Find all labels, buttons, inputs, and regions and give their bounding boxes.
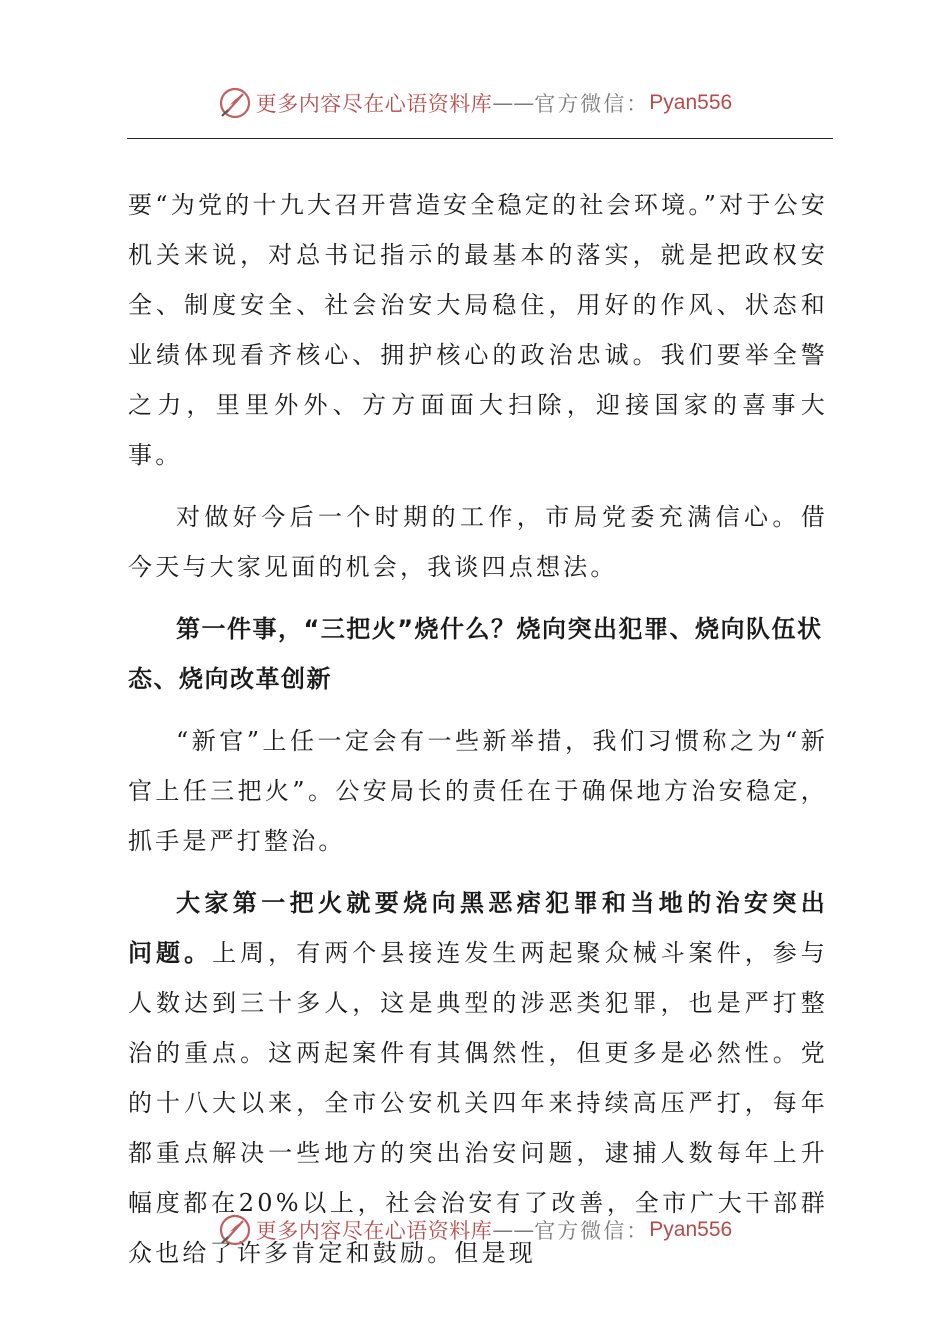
header-banner	[0, 83, 950, 123]
paragraph-3: “新官”上任一定会有一些新举措，我们习惯称之为“新官上任三把火”。公安局长的责任在于确保地方治安稳定，抓手是严打整治。	[128, 727, 828, 855]
header-divider	[127, 138, 833, 139]
banner-dash: ——	[492, 1218, 535, 1242]
banner-dash: ——	[492, 91, 535, 115]
quill-logo-icon	[218, 1213, 252, 1247]
paragraph-1: 要“为党的十九大召开营造安全稳定的社会环境。”对于公安机关来说，对总书记指示的最基本的落实，就是把政权安全、制度安全、社会治安大局稳住，用好的作风、状态和业绩体现看齐核心、拥护核心的政治忠诚。我们要举全警之力，里里外外、方方面面大扫除，迎接国家的喜事大事。	[128, 191, 828, 469]
footer-banner	[0, 1210, 950, 1250]
quill-logo-icon	[218, 86, 252, 120]
paragraph-4-text: 上周，有两个县接连发生两起聚众械斗案件，参与人数达到三十多人，这是典型的涉恶类犯罪，也是严打整治的重点。这两起案件有其偶然性，但更多是必然性。党的十八大以来，全市公安机关四年来持续高压严打，每年都重点解决一些地方的突出治安问题，逮捕人数每年上升幅度都在20%以上，社会治安有了改善，全市广大干部群众也给了许多肯定和鼓励。但是现	[128, 939, 828, 1267]
banner-wechat-label: 官方微信：	[534, 92, 650, 116]
paragraph-2: 对做好今后一个时期的工作，市局党委充满信心。借今天与大家见面的机会，我谈四点想法。	[128, 503, 828, 581]
banner-brand-text: 更多内容尽在心语资料库	[255, 1219, 493, 1243]
document-body	[128, 180, 828, 1278]
banner-wechat-label: 官方微信：	[534, 1219, 650, 1243]
banner-brand-text: 更多内容尽在心语资料库	[255, 92, 493, 116]
banner-wechat-id: Pyan556	[649, 91, 733, 114]
banner-wechat-id: Pyan556	[649, 1218, 733, 1241]
section-heading-1: 第一件事，“三把火”烧什么？烧向突出犯罪、烧向队伍状态、烧向改革创新	[128, 615, 823, 693]
paragraph-4-bold-lead: 大家第一把火就要烧向黑恶痞犯罪和当地的治安突出问题。	[128, 888, 828, 967]
